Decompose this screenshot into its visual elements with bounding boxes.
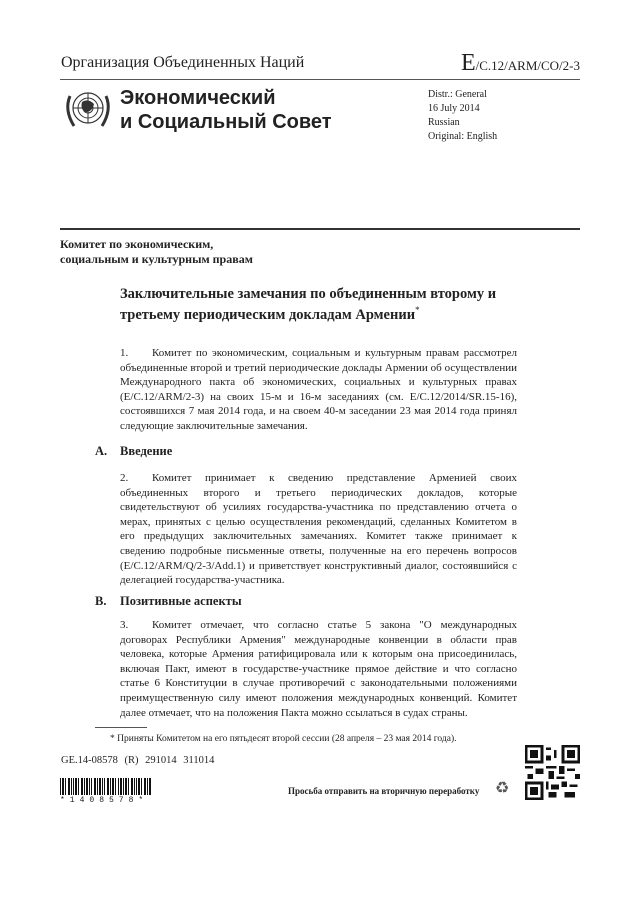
paragraph-text: Комитет принимает к сведению представление Арменией своих объединенных второго и третьего периодических докладов, которые свидетельствуют об усилиях государства-участника по представлению отчета о мерах, принятых с целью осуществления рекомендаций, сделанных Комитетом в его предыдущих заключительных замечаниях. Комитет также принимает к сведению подробные письменные ответы, полученные на его перечень вопросов (E/C.12/ARM/Q/2-3/Add.1) и приветствует конструктивный диалог, состоявшийся с делегацией государства-участника. bbox=[120, 472, 517, 587]
council-name bbox=[120, 86, 332, 134]
symbol-rest: /C.12/ARM/CO/2-3 bbox=[475, 58, 580, 73]
section-letter: A. bbox=[95, 444, 108, 458]
committee-line-1: Комитет по экономическим, bbox=[60, 237, 214, 251]
council-line-2: и Социальный Совет bbox=[120, 111, 332, 133]
title-rule bbox=[60, 228, 580, 230]
paragraph-1 bbox=[120, 346, 517, 434]
section-title: Введение bbox=[120, 444, 173, 458]
paragraph-text: Комитет отмечает, что согласно статье 5 закона "О международных договорах Республики Армения" международные конвенции в области прав человека, которые Армения ратифицировала или к которым она присоединилась, включая Пакт, имеют в государстве-участнике прямое действие и что согласно статье 6 Конституции в случае противоречий с законодательными положениями преимущественную силу имеют положения международных конвенций. Комитет далее отмечает, что на положения Пакта можно ссылаться в судах страны. bbox=[120, 619, 517, 719]
distribution-info bbox=[428, 88, 497, 144]
barcode-text: *1408578* bbox=[60, 796, 149, 805]
original-line: Original: English bbox=[428, 131, 498, 142]
section-letter: B. bbox=[95, 594, 107, 608]
paragraph-number: 2. bbox=[120, 472, 129, 484]
paragraph-number: 3. bbox=[120, 619, 129, 631]
header-rule bbox=[60, 79, 580, 80]
footnote: * Приняты Комитетом на его пятьдесят второй сессии (28 апреля – 23 мая 2014 года). bbox=[110, 734, 457, 744]
un-emblem-icon bbox=[62, 84, 114, 134]
job-number: GE.14-08578 (R) 291014 311014 bbox=[61, 755, 215, 766]
qr-code-icon bbox=[525, 745, 580, 800]
organization-name: Организация Объединенных Наций bbox=[61, 54, 305, 71]
committee-line-2: социальным и культурным правам bbox=[60, 252, 253, 266]
recycle-notice: Просьба отправить на вторичную переработку bbox=[288, 786, 480, 796]
recycle-icon: ♻ bbox=[495, 780, 510, 797]
language-line: Russian bbox=[428, 117, 460, 128]
footnote-rule bbox=[95, 727, 147, 728]
section-title: Позитивные аспекты bbox=[120, 594, 242, 608]
footnote-mark: * bbox=[415, 304, 420, 315]
symbol-prefix: E bbox=[460, 50, 476, 76]
document-title bbox=[120, 287, 520, 323]
committee-name bbox=[60, 237, 253, 267]
paragraph-2 bbox=[120, 471, 517, 588]
council-line-1: Экономический bbox=[120, 87, 276, 109]
paragraph-number: 1. bbox=[120, 347, 129, 359]
barcode-icon bbox=[60, 778, 152, 795]
date-line: 16 July 2014 bbox=[428, 103, 480, 114]
distr-line: Distr.: General bbox=[428, 89, 487, 100]
paragraph-text: Комитет по экономическим, социальным и культурным правам рассмотрел объединенные второй и третий периодические доклады Армении об осуществлении Международного пакта об экономических, социальных и культурных правах (E/C.12/ARM/2-3) на своих 15-м и 16-м заседаниях (см. E/C.12/2014/SR.15-16), состоявшихся 7 мая 2014 года, и на своем 40-м заседании 23 мая 2014 года принял следующие заключительные замечания. bbox=[120, 347, 517, 432]
document-symbol bbox=[461, 50, 580, 77]
paragraph-3 bbox=[120, 618, 517, 720]
title-text: Заключительные замечания по объединенным второму и третьему периодическим докладам Армении bbox=[120, 286, 497, 323]
